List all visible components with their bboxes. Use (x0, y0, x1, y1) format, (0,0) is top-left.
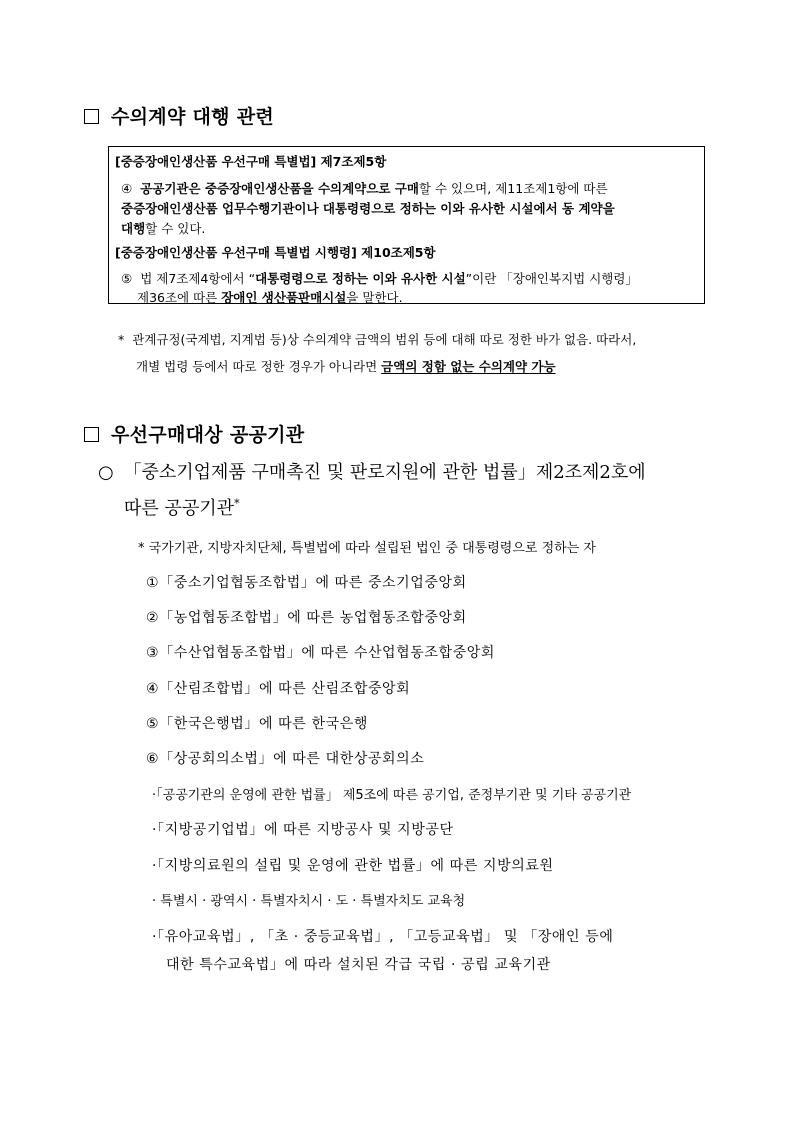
list-item: ②「농업협동조합법」에 따른 농업협동조합중앙회 (146, 610, 467, 626)
list-item: ·「유아교육법」, 「초 · 중등교육법」, 「고등교육법」 및 「장애인 등에 (152, 929, 614, 945)
list-item: ·「지방공기업법」에 따른 지방공사 및 지방공단 (152, 822, 454, 838)
law1-line1: ④ 공공기관은 중증장애인생산품을 수의계약으로 구매할 수 있으며, 제11조제1항에 따른 (121, 181, 608, 196)
sub-note: * 국가기관, 지방자치단체, 특별법에 따라 설립된 법인 중 대통령령으로 정하는 자 (138, 541, 596, 556)
main-bullet-line1: ○ 「중소기업제품 구매촉진 및 판로지원에 관한 법률」제2조제2호에 (98, 462, 646, 483)
law1-heading: [중증장애인생산품 우선구매 특별법] 제7조제5항 (115, 154, 387, 169)
list-item: ⑥「상공회의소법」에 따른 대한상공회의소 (146, 751, 425, 767)
list-item: ⑤「한국은행법」에 따른 한국은행 (146, 716, 368, 732)
law1-line3: 대행할 수 있다. (121, 221, 206, 236)
law-excerpt-box (108, 146, 705, 304)
circle-bullet-icon: ○ (98, 462, 114, 483)
square-bullet-icon (84, 109, 99, 124)
law2-line2: 제36조에 따른 장애인 생산품판매시설을 말한다. (137, 290, 403, 305)
list-item: ④「산림조합법」에 따른 산림조합중앙회 (146, 681, 411, 697)
law2-line1: ⑤ 법 제7조제4항에서 “대통령령으로 정하는 이와 유사한 시설”이란 「장애인복지법 시행령」 (121, 271, 638, 286)
note-line2: 개별 법령 등에서 따로 정한 경우가 아니라면 금액의 정함 없는 수의계약 가능 (136, 359, 556, 374)
main-bullet-line2: 따른 공공기관* (124, 497, 240, 519)
list-item: ③「수산업협동조합법」에 따른 수산업협동조합중앙회 (146, 645, 496, 661)
law1-line2: 중증장애인생산품 업무수행기관이나 대통령령으로 정하는 이와 유사한 시설에서 동 계약을 (121, 201, 615, 216)
section-title-private-contract: 수의계약 대행 관련 (84, 102, 274, 129)
list-item: ①「중소기업협동조합법」에 따른 중소기업중앙회 (146, 575, 467, 591)
list-item: · 특별시 · 광역시 · 특별자치시 · 도 · 특별자치도 교육청 (152, 894, 466, 909)
list-item: ·「공공기관의 운영에 관한 법률」 제5조에 따른 공기업, 준정부기관 및 기타 공공기관 (152, 788, 632, 803)
law2-heading: [중증장애인생산품 우선구매 특별법 시행령] 제10조제5항 (115, 245, 436, 260)
list-item: ·「지방의료원의 설립 및 운영에 관한 법률」에 따른 지방의료원 (152, 858, 554, 874)
note-line1: * 관계규정(국계법, 지계법 등)상 수의계약 금액의 범위 등에 대해 따로 정한 바가 없음. 따라서, (118, 332, 637, 347)
square-bullet-icon (84, 427, 99, 442)
list-item: 대한 특수교육법」에 따라 설치된 각급 국립 · 공립 교육기관 (166, 957, 551, 973)
section-title-priority-institutions: 우선구매대상 공공기관 (84, 420, 304, 447)
